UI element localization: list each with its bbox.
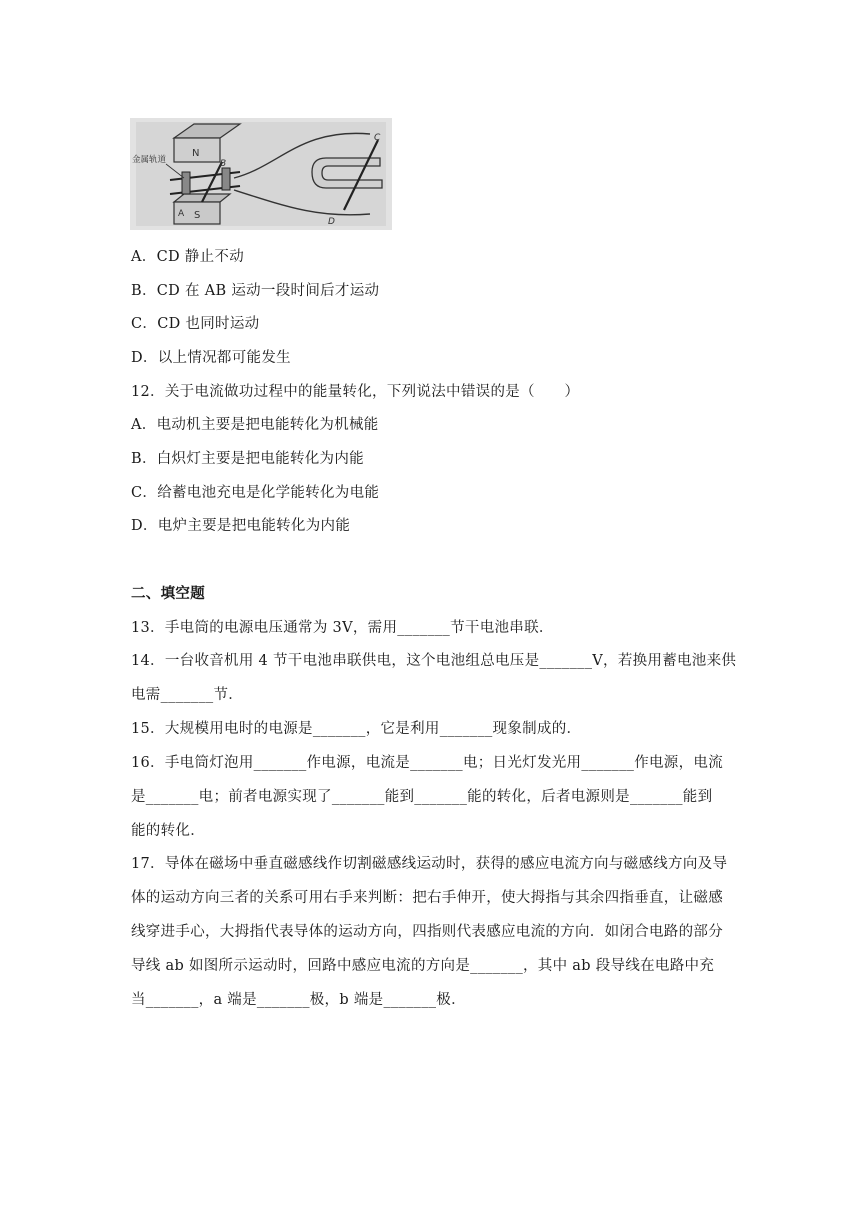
label-c: C xyxy=(374,133,381,143)
q13-text: 13．手电筒的电源电压通常为 3V，需用_______节干电池串联． xyxy=(131,620,554,636)
label-rail: 金属轨道 xyxy=(132,155,167,165)
experiment-figure xyxy=(130,118,392,230)
q14-line-1: 14．一台收音机用 4 节干电池串联供电，这个电池组总电压是_______V，若换用蓄电池来供 xyxy=(131,653,737,669)
q12-option-d: D．电炉主要是把电能转化为内能 xyxy=(131,518,351,534)
label-a: A xyxy=(178,209,185,219)
label-s: S xyxy=(194,210,201,221)
label-b: B xyxy=(220,159,227,169)
q12-stem: 12．关于电流做功过程中的能量转化，下列说法中错误的是（ ） xyxy=(131,384,580,400)
q11-option-b: B．CD 在 AB 运动一段时间后才运动 xyxy=(131,283,380,299)
q11-option-c: C．CD 也同时运动 xyxy=(131,316,260,332)
q17-line-1: 17．导体在磁场中垂直磁感线作切割磁感线运动时，获得的感应电流方向与磁感线方向及导 xyxy=(131,856,728,872)
q14-line-2: 电需_______节． xyxy=(131,687,244,703)
q15-text: 15．大规模用电时的电源是_______，它是利用_______现象制成的． xyxy=(131,721,582,737)
q11-option-d: D．以上情况都可能发生 xyxy=(131,350,291,366)
label-n: N xyxy=(192,148,200,159)
q17-line-4: 导线 ab 如图所示运动时，回路中感应电流的方向是_______，其中 ab 段导线在电路中充 xyxy=(131,958,715,974)
q17-line-3: 线穿进手心，大拇指代表导体的运动方向，四指则代表感应电流的方向．如闭合电路的部分 xyxy=(131,924,723,940)
q16-line-3: 能的转化． xyxy=(131,823,205,839)
q16-line-2: 是_______电；前者电源实现了_______能到_______能的转化，后者电源则是_______能到 xyxy=(131,789,713,805)
q17-line-5: 当_______，a 端是_______极，b 端是_______极． xyxy=(131,992,466,1008)
q12-option-b: B．白炽灯主要是把电能转化为内能 xyxy=(131,451,364,467)
q16-line-1: 16．手电筒灯泡用_______作电源，电流是_______电；日光灯发光用_______作电源，电流 xyxy=(131,755,723,771)
q17-line-2: 体的运动方向三者的关系可用右手来判断：把右手伸开，使大拇指与其余四指垂直，让磁感 xyxy=(131,890,723,906)
q12-option-a: A．电动机主要是把电能转化为机械能 xyxy=(131,417,379,433)
label-d: D xyxy=(328,217,335,227)
section-title: 二、填空题 xyxy=(131,586,205,602)
q12-option-c: C．给蓄电池充电是化学能转化为电能 xyxy=(131,485,380,501)
q11-option-a: A．CD 静止不动 xyxy=(131,249,244,265)
